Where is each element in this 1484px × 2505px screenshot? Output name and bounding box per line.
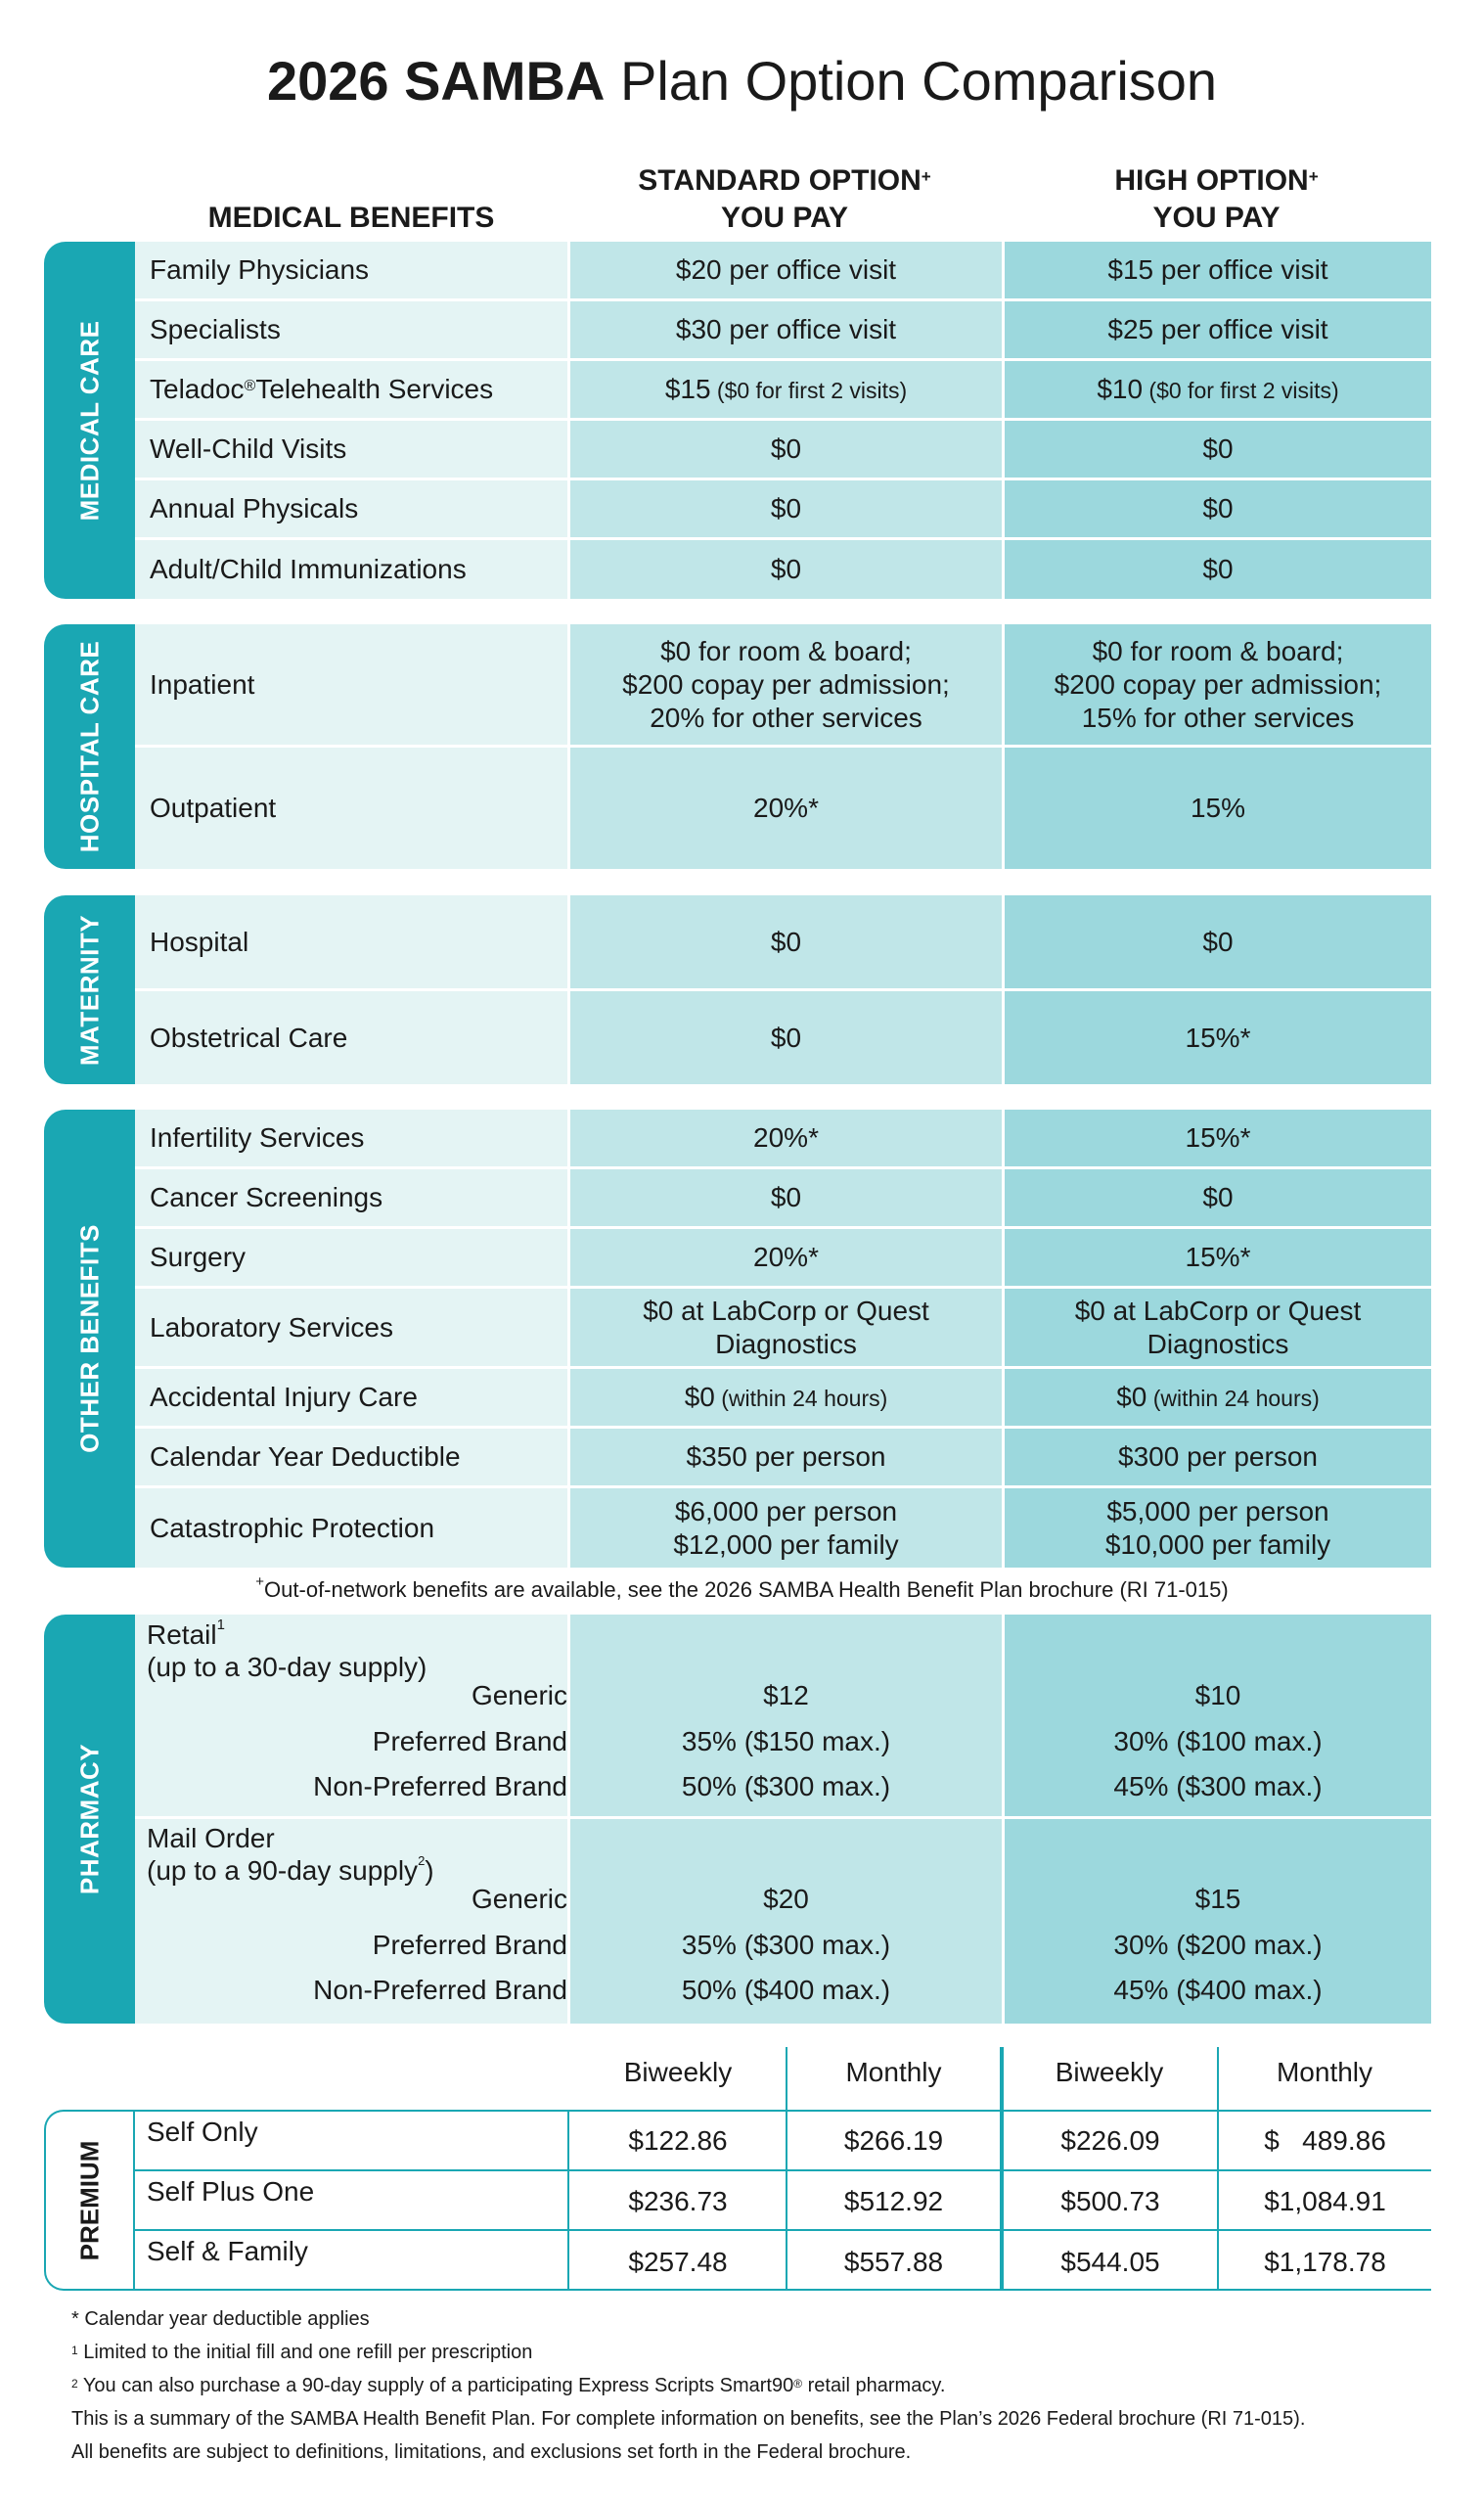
benefit-name: Annual Physicals [135,480,567,537]
benefit-name: Infertility Services [135,1110,567,1166]
standard-value: $6,000 per person $12,000 per family [570,1488,1002,1568]
premium-row-label: Self Only [147,2117,258,2147]
premium-value: $266.19 [843,2125,944,2156]
premium-divider [1217,2047,1219,2110]
table-row [135,991,1431,1084]
retail-high-value: 30% ($100 max.) [1113,1726,1323,1756]
high-value: $25 per office visit [1005,301,1431,358]
standard-value: 20%* [570,1229,1002,1286]
footnote-1: $^1$ Limited to the initial fill and one refill per prescription [71,2342,533,2363]
premium-value: $544.05 [1060,2247,1160,2277]
standard-value: $0 (within 24 hours) [570,1369,1002,1426]
mail-tier-name: Preferred Brand [372,1930,567,1960]
footnote-deductible: * Calendar year deductible applies [71,2308,370,2330]
header-medical-benefits: MEDICAL BENEFITS [207,202,495,234]
medical-care-tab: MEDICAL CARE [44,242,135,599]
standard-value: $30 per office visit [570,301,1002,358]
table-row [135,1369,1431,1426]
premium-value: $557.88 [843,2247,944,2277]
benefit-name: Surgery [135,1229,567,1286]
standard-value: $0 [570,895,1002,988]
table-row [135,1488,1431,1568]
table-row [135,1169,1431,1226]
standard-value: $0 [570,421,1002,478]
high-value: 15%* [1005,991,1431,1084]
benefit-name: Calendar Year Deductible [135,1429,567,1485]
high-value: 15%* [1005,1110,1431,1166]
benefit-name: Adult/Child Immunizations [135,540,567,599]
mail-standard-value: 50% ($400 max.) [681,1975,891,2005]
high-value: $300 per person [1005,1429,1431,1485]
table-row [135,480,1431,537]
retail-standard-value: 35% ($150 max.) [681,1726,891,1756]
premium-col-high-monthly: Monthly [1276,2057,1373,2087]
retail-title: Retail$^1$ [147,1617,225,1650]
benefit-name: Cancer Screenings [135,1169,567,1226]
premium-divider [567,2110,569,2291]
high-value: $0 at LabCorp or Quest Diagnostics [1005,1289,1431,1366]
table-row [135,540,1431,599]
table-row [135,624,1431,745]
standard-value: $15 ($0 for first 2 visits) [570,361,1002,418]
hospital-care-section [44,624,1431,869]
premium-row-divider [133,2229,1431,2231]
premium-col-standard-monthly: Monthly [845,2057,942,2087]
benefit-name: Well-Child Visits [135,421,567,478]
high-value: $0 [1005,895,1431,988]
mail-order-subtitle: (up to a 90-day supply$^2$) [147,1853,434,1886]
premium-value: $512.92 [843,2186,944,2216]
footnote-limitations: All benefits are subject to definitions, limitations, and exclusions set forth in the Federal brochure. [71,2441,912,2463]
table-row [135,361,1431,418]
page-title: 2026 SAMBA Plan Option Comparison [266,50,1218,112]
retail-subtitle: (up to a 30-day supply) [147,1652,427,1682]
pharmacy-high-column [1005,1615,1431,2024]
retail-standard-value: 50% ($300 max.) [681,1771,891,1801]
table-row [135,748,1431,869]
high-value: 15% [1005,748,1431,869]
header-high-option: HIGH OPTION+ YOU PAY [1114,164,1319,234]
high-value: $0 for room & board; $200 copay per admission; 15% for other services [1005,624,1431,745]
pharmacy-tab: PHARMACY [44,1615,135,2024]
benefit-name: Laboratory Services [135,1289,567,1366]
premium-divider [1000,2047,1004,2110]
retail-high-value: 45% ($300 max.) [1113,1771,1323,1801]
premium-value: $226.09 [1060,2125,1160,2156]
out-of-network-note: +Out-of-network benefits are available, see the 2026 SAMBA Health Benefit Plan brochure (RI 71-015) [255,1573,1229,1602]
benefit-name: Hospital [135,895,567,988]
pharmacy-standard-column [570,1615,1002,2024]
mail-standard-value: 35% ($300 max.) [681,1930,891,1960]
standard-value: $350 per person [570,1429,1002,1485]
high-value: $0 [1005,540,1431,599]
mail-high-value: $15 [1194,1884,1241,1914]
mail-tier-name: Generic [471,1884,567,1914]
high-value: $15 per office visit [1005,242,1431,298]
premium-row-divider [133,2169,1431,2171]
high-value: $10 ($0 for first 2 visits) [1005,361,1431,418]
premium-row-label: Self Plus One [147,2176,315,2207]
benefit-name: Teladoc ® Telehealth Services [135,361,567,418]
benefit-name: Inpatient [135,624,567,745]
standard-value: $0 for room & board; $200 copay per admission; 20% for other services [570,624,1002,745]
standard-value: $20 per office visit [570,242,1002,298]
maternity-tab: MATERNITY [44,895,135,1084]
high-value: $0 [1005,1169,1431,1226]
table-row [135,1229,1431,1286]
hospital-care-tab: HOSPITAL CARE [44,624,135,869]
footnote-2: $^2$ You can also purchase a 90-day supply of a participating Express Scripts Smart90® retail pharmacy. [71,2375,946,2396]
high-value: 15%* [1005,1229,1431,1286]
premium-value: $ 489.86 [1264,2125,1386,2156]
benefit-name: Obstetrical Care [135,991,567,1084]
mail-order-title: Mail Order [147,1823,275,1853]
mail-high-value: 30% ($200 max.) [1113,1930,1323,1960]
premium-value: $1,084.91 [1264,2186,1386,2216]
premium-value: $500.73 [1060,2186,1160,2216]
retail-tier-name: Preferred Brand [372,1726,567,1756]
benefit-name: Specialists [135,301,567,358]
premium-col-standard-biweekly: Biweekly [623,2057,733,2087]
premium-col-high-biweekly: Biweekly [1055,2057,1164,2087]
high-value: $0 [1005,421,1431,478]
premium-divider [786,2047,787,2110]
table-row [135,242,1431,298]
standard-value: $0 [570,540,1002,599]
footnote-summary: This is a summary of the SAMBA Health Benefit Plan. For complete information on benefits, see the Plan’s 2026 Federal brochure (RI 71-015). [71,2408,1306,2430]
other-benefits-section [44,1110,1431,1568]
benefit-name: Catastrophic Protection [135,1488,567,1568]
standard-value: $0 [570,1169,1002,1226]
premium-value: $257.48 [628,2247,728,2277]
premium-row-label: Self & Family [147,2236,308,2266]
other-benefits-tab: OTHER BENEFITS [44,1110,135,1568]
premium-value: $236.73 [628,2186,728,2216]
table-row [135,895,1431,988]
retail-high-value: $10 [1194,1680,1241,1710]
standard-value: 20%* [570,1110,1002,1166]
standard-value: 20%* [570,748,1002,869]
pharmacy-section [44,1615,1431,2024]
premium-divider [133,2110,135,2291]
table-row [135,1429,1431,1485]
premium-value: $1,178.78 [1264,2247,1386,2277]
retail-tier-name: Non-Preferred Brand [313,1771,567,1801]
maternity-section [44,895,1431,1084]
medical-care-section [44,242,1431,599]
retail-standard-value: $12 [763,1680,809,1710]
standard-value: $0 [570,480,1002,537]
standard-value: $0 [570,991,1002,1084]
mail-tier-name: Non-Preferred Brand [313,1975,567,2005]
benefit-name: Family Physicians [135,242,567,298]
premium-tab-label: PREMIUM [74,2140,104,2260]
table-row [135,301,1431,358]
mail-high-value: 45% ($400 max.) [1113,1975,1323,2005]
standard-value: $0 at LabCorp or Quest Diagnostics [570,1289,1002,1366]
high-value: $5,000 per person $10,000 per family [1005,1488,1431,1568]
table-row [135,421,1431,478]
benefit-name: Accidental Injury Care [135,1369,567,1426]
mail-standard-value: $20 [763,1884,809,1914]
premium-value: $122.86 [628,2125,728,2156]
retail-tier-name: Generic [471,1680,567,1710]
table-row [135,1289,1431,1366]
header-standard-option: STANDARD OPTION+ YOU PAY [638,164,931,234]
table-row [135,1110,1431,1166]
high-value: $0 (within 24 hours) [1005,1369,1431,1426]
high-value: $0 [1005,480,1431,537]
benefit-name: Outpatient [135,748,567,869]
